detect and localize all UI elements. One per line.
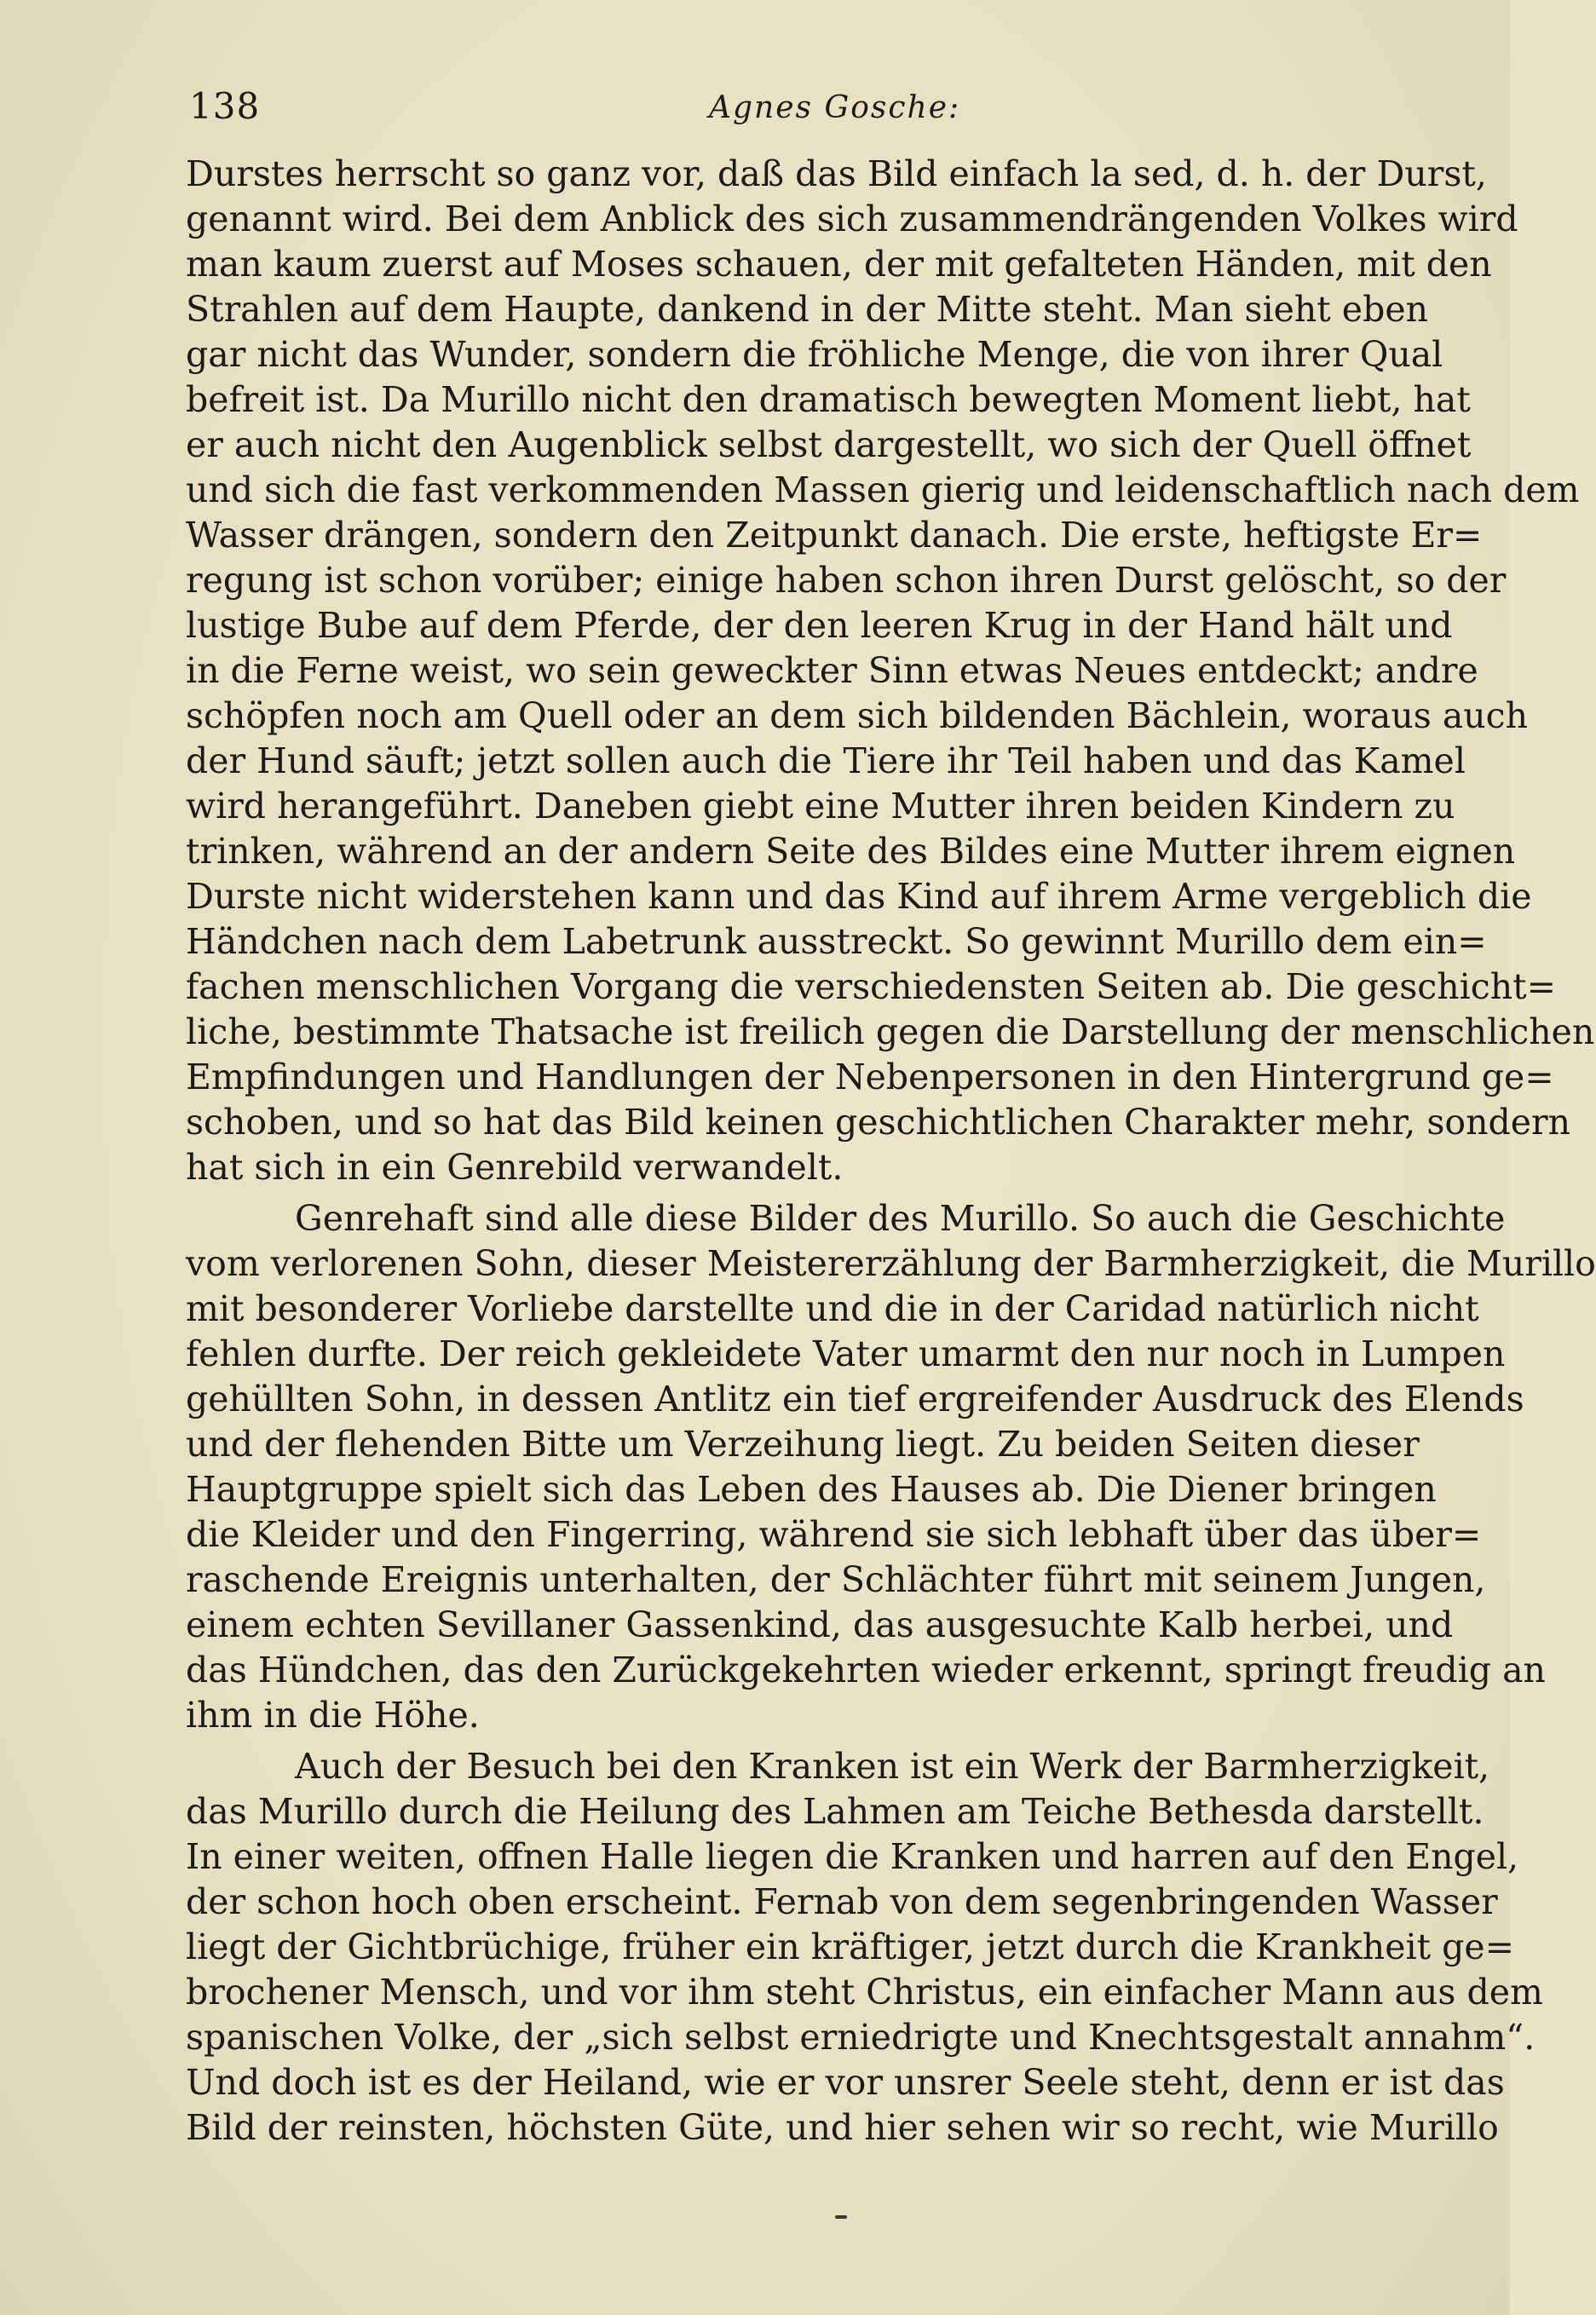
- text-line: das Murillo durch die Heilung des Lahmen am Teiche Bethesda darstellt.: [186, 1791, 1484, 1832]
- text-line: der schon hoch oben erscheint. Fernab von dem segenbringenden Wasser: [186, 1881, 1498, 1922]
- text-line: lustige Bube auf dem Pferde, der den leeren Krug in der Hand hält und: [186, 605, 1453, 646]
- text-line: ihm in die Höhe.: [186, 1695, 480, 1736]
- paragraph: [186, 152, 1595, 1190]
- text-line: spanischen Volke, der „sich selbst erniedrigte und Knechtsgestalt annahm“.: [186, 2017, 1536, 2058]
- text-line: fehlen durfte. Der reich gekleidete Vater umarmt den nur noch in Lumpen: [186, 1333, 1506, 1374]
- text-line: der Hund säuft; jetzt sollen auch die Tiere ihr Teil haben und das Kamel: [186, 740, 1466, 781]
- text-line: in die Ferne weist, wo sein geweckter Sinn etwas Neues entdeckt; andre: [186, 650, 1478, 691]
- paragraph: [186, 1196, 1596, 1738]
- text-line: Und doch ist es der Heiland, wie er vor unsrer Seele steht, denn er ist das: [186, 2062, 1505, 2103]
- text-line: Durstes herrscht so ganz vor, daß das Bild einfach la sed, d. h. der Durst,: [186, 153, 1487, 194]
- text-line: Genrehaft sind alle diese Bilder des Murillo. So auch die Geschichte: [295, 1198, 1506, 1239]
- text-line: und der flehenden Bitte um Verzeihung liegt. Zu beiden Seiten dieser: [186, 1424, 1420, 1465]
- text-line: liegt der Gichtbrüchige, früher ein kräftiger, jetzt durch die Krankheit ge=: [186, 1926, 1514, 1967]
- text-line: mit besonderer Vorliebe darstellte und die in der Caridad natürlich nicht: [186, 1288, 1479, 1329]
- text-line: man kaum zuerst auf Moses schauen, der mit gefalteten Händen, mit den: [186, 244, 1492, 285]
- text-line: einem echten Sevillaner Gassenkind, das ausgesuchte Kalb herbei, und: [186, 1604, 1454, 1645]
- paragraph: [186, 1744, 1543, 2151]
- text-line: fachen menschlichen Vorgang die verschiedensten Seiten ab. Die geschicht=: [186, 966, 1556, 1007]
- text-line: Händchen nach dem Labetrunk ausstreckt. So gewinnt Murillo dem ein=: [186, 921, 1487, 962]
- text-line: Wasser drängen, sondern den Zeitpunkt danach. Die erste, heftigste Er=: [186, 515, 1483, 556]
- text-line: das Hündchen, das den Zurückgekehrten wieder erkennt, springt freudig an: [186, 1650, 1546, 1690]
- text-line: und sich die fast verkommenden Massen gierig und leidenschaftlich nach dem: [186, 469, 1580, 510]
- text-line: genannt wird. Bei dem Anblick des sich zusammendrängenden Volkes wird: [186, 199, 1518, 239]
- running-head: Agnes Gosche:: [709, 90, 961, 125]
- text-line: Strahlen auf dem Haupte, dankend in der Mitte steht. Man sieht eben: [186, 289, 1428, 330]
- paragraph-gap: [186, 1190, 1413, 1196]
- paragraph-gap: [186, 1738, 1413, 1744]
- text-line: vom verlorenen Sohn, dieser Meistererzählung der Barmherzigkeit, die Murillo: [186, 1243, 1596, 1284]
- text-line: schoben, und so hat das Bild keinen geschichtlichen Charakter mehr, sondern: [186, 1102, 1571, 1143]
- text-line: schöpfen noch am Quell oder an dem sich bildenden Bächlein, woraus auch: [186, 695, 1529, 736]
- text-line: In einer weiten, offnen Halle liegen die Kranken und harren auf den Engel,: [186, 1836, 1519, 1877]
- page-header: [189, 85, 1416, 136]
- text-line: raschende Ereignis unterhalten, der Schlächter führt mit seinem Jungen,: [186, 1559, 1486, 1600]
- text-line: liche, bestimmte Thatsache ist freilich gegen die Darstellung der menschlichen: [186, 1011, 1595, 1052]
- page-number: 138: [189, 85, 261, 127]
- text-line: brochener Mensch, und vor ihm steht Christus, ein einfacher Mann aus dem: [186, 1972, 1543, 2013]
- text-line: hat sich in ein Genrebild verwandelt.: [186, 1147, 844, 1188]
- text-line: trinken, während an der andern Seite des Bildes eine Mutter ihrem eignen: [186, 831, 1516, 872]
- text-line: regung ist schon vorüber; einige haben schon ihren Durst gelöscht, so der: [186, 560, 1507, 601]
- text-line: gehüllten Sohn, in dessen Antlitz ein tief ergreifender Ausdruck des Elends: [186, 1379, 1524, 1420]
- text-line: die Kleider und den Fingerring, während sie sich lebhaft über das über=: [186, 1514, 1482, 1555]
- body-text: [186, 152, 1596, 2151]
- text-line: wird herangeführt. Daneben giebt eine Mutter ihren beiden Kindern zu: [186, 786, 1455, 826]
- text-line: Bild der reinsten, höchsten Güte, und hier sehen wir so recht, wie Murillo: [186, 2107, 1499, 2148]
- text-line: er auch nicht den Augenblick selbst dargestellt, wo sich der Quell öffnet: [186, 424, 1472, 465]
- text-line: Empfindungen und Handlungen der Nebenpersonen in den Hintergrund ge=: [186, 1057, 1554, 1097]
- text-line: gar nicht das Wunder, sondern die fröhliche Menge, die von ihrer Qual: [186, 334, 1443, 375]
- text-line: Hauptgruppe spielt sich das Leben des Hauses ab. Die Diener bringen: [186, 1469, 1437, 1510]
- text-line: Auch der Besuch bei den Kranken ist ein Werk der Barmherzigkeit,: [295, 1746, 1490, 1787]
- text-line: Durste nicht widerstehen kann und das Kind auf ihrem Arme vergeblich die: [186, 876, 1532, 917]
- text-line: befreit ist. Da Murillo nicht den dramatisch bewegten Moment liebt, hat: [186, 379, 1471, 420]
- stray-ink-mark: [835, 2215, 847, 2219]
